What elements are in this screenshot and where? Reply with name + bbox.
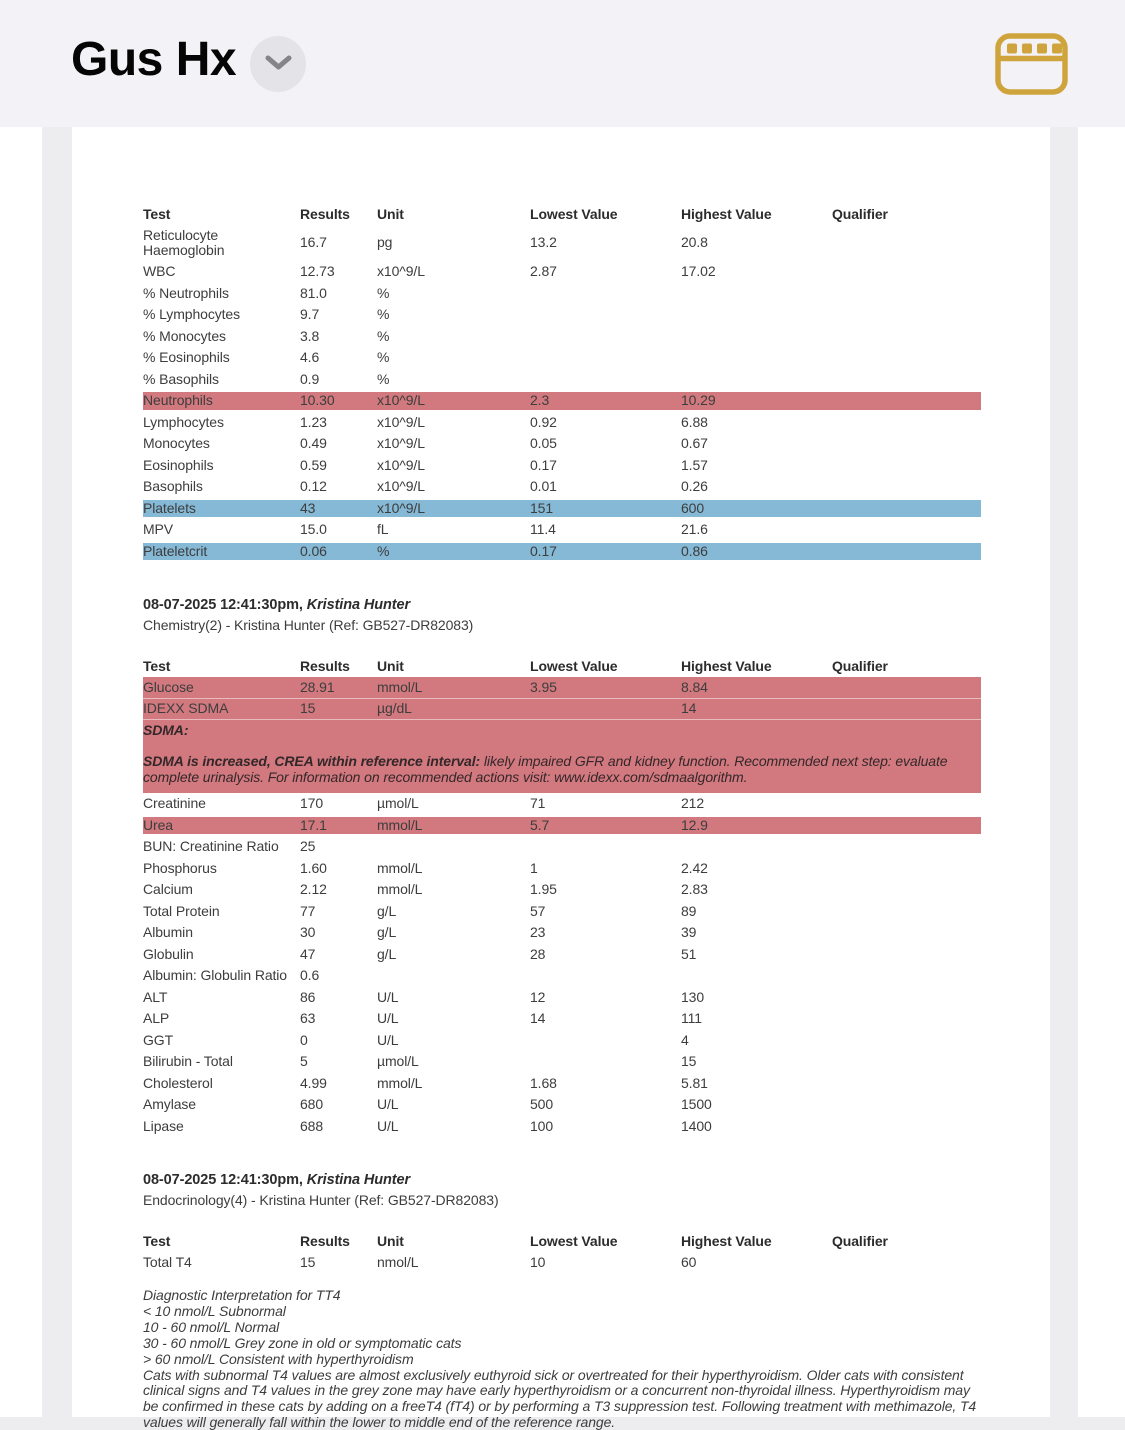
cell-test: % Basophils [143, 370, 219, 387]
table-row [143, 498, 981, 520]
cell-unit: g/L [377, 924, 397, 940]
table-row [143, 369, 981, 391]
cell-high: 1400 [681, 1117, 712, 1134]
cell-result: 5 [300, 1053, 308, 1069]
cell-result: 30 [300, 924, 316, 940]
cell-result: 43 [300, 499, 316, 516]
cell-low: 1.68 [530, 1074, 557, 1091]
t4-note-line: 30 - 60 nmol/L Grey zone in old or symptomatic cats [143, 1335, 462, 1352]
table-row [143, 1252, 981, 1274]
cell-unit: % [377, 370, 390, 387]
table-row [143, 793, 981, 815]
cell-result: 16.7 [300, 234, 327, 251]
table-row [143, 836, 981, 858]
table-row [143, 815, 981, 837]
cell-low: 151 [530, 499, 554, 516]
cell-test: Lymphocytes [143, 413, 224, 430]
table-row [143, 455, 981, 477]
table-header [143, 203, 981, 225]
cell-low: 1.95 [530, 881, 557, 897]
sdma-alert-block [143, 677, 981, 793]
t4-note-line: < 10 nmol/L Subnormal [143, 1302, 286, 1319]
t4-note-line: 10 - 60 nmol/L Normal [143, 1318, 280, 1335]
next-page-sliver[interactable] [1078, 127, 1125, 1417]
table-row [143, 283, 981, 305]
cell-result: 15 [300, 700, 316, 716]
cell-test: Albumin [143, 924, 193, 940]
cell-test: Phosphorus [143, 859, 217, 876]
cell-unit: fL [377, 521, 389, 537]
cell-test: % Lymphocytes [143, 306, 241, 322]
cell-test: Basophils [143, 478, 203, 494]
cell-result: 10.30 [300, 392, 335, 408]
col-qualifier: Qualifier [832, 658, 888, 674]
t4-note-line: > 60 nmol/L Consistent with hyperthyroidism [143, 1351, 414, 1368]
document-page[interactable] [72, 127, 1050, 1430]
table-row [143, 412, 981, 434]
table-row [143, 433, 981, 455]
cell-result: 47 [300, 945, 316, 962]
table-row [143, 879, 981, 901]
page-thumbnails-icon [995, 83, 1068, 98]
cell-test: % Monocytes [143, 327, 226, 344]
cell-unit: µmol/L [377, 1053, 419, 1069]
table-row [143, 1073, 981, 1095]
col-results: Results [300, 658, 350, 674]
top-bar [0, 0, 1125, 127]
cell-low: 0.05 [530, 435, 557, 451]
chevron-down-icon [265, 55, 292, 73]
col-qualifier: Qualifier [832, 1233, 888, 1249]
cell-low: 10 [530, 1254, 546, 1270]
cell-low: 2.87 [530, 263, 557, 279]
cell-result: 4.6 [300, 349, 320, 365]
cell-unit: pg [377, 234, 393, 251]
table-row [143, 326, 981, 348]
cell-unit: x10^9/L [377, 392, 425, 408]
cell-high: 0.26 [681, 478, 708, 494]
cell-unit: µmol/L [377, 795, 419, 811]
cell-test: IDEXX SDMA [143, 700, 229, 716]
col-test: Test [143, 658, 171, 674]
table-row [143, 519, 981, 541]
col-unit: Unit [377, 1233, 404, 1249]
cell-unit: mmol/L [377, 859, 423, 876]
cell-unit: U/L [377, 1031, 399, 1048]
cell-result: 4.99 [300, 1074, 327, 1091]
table-row [143, 225, 981, 261]
cell-high: 6.88 [681, 413, 708, 430]
table-row [143, 1094, 981, 1116]
cell-low: 57 [530, 902, 546, 919]
timestamp-text: 08-07-2025 12:41:30pm, [143, 597, 303, 613]
cell-result: 0 [300, 1031, 308, 1048]
cell-high: 60 [681, 1254, 697, 1270]
cell-low: 71 [530, 795, 546, 811]
cell-result: 86 [300, 988, 316, 1005]
section-subtitle: Chemistry(2) - Kristina Hunter (Ref: GB527-DR82083) [143, 617, 474, 633]
col-test: Test [143, 206, 171, 222]
cell-high: 130 [681, 988, 705, 1005]
table-row [143, 476, 981, 498]
col-highest: Highest Value [681, 658, 772, 674]
table-row [143, 1030, 981, 1052]
flagged-rows [143, 677, 981, 720]
col-unit: Unit [377, 658, 404, 674]
table-row [143, 858, 981, 880]
section-timestamp [143, 1172, 1050, 1188]
cell-unit: mmol/L [377, 1074, 423, 1091]
cell-high: 1500 [681, 1096, 712, 1112]
cell-high: 0.86 [681, 542, 708, 559]
cell-test: ALT [143, 988, 168, 1005]
cell-result: 17.1 [300, 816, 327, 833]
cell-high: 12.9 [681, 816, 708, 833]
cell-high: 14 [681, 700, 697, 716]
cell-unit: % [377, 349, 390, 365]
cell-unit: % [377, 284, 390, 301]
cell-test: Reticulocyte Haemoglobin [143, 226, 225, 258]
cell-unit: nmol/L [377, 1254, 419, 1270]
cell-result: 0.06 [300, 542, 327, 559]
cell-test: % Eosinophils [143, 349, 230, 365]
cell-result: 3.8 [300, 327, 320, 344]
col-qualifier: Qualifier [832, 206, 888, 222]
cell-low: 13.2 [530, 234, 557, 251]
t4-interpretation-notes [143, 1287, 1050, 1368]
col-unit: Unit [377, 206, 404, 222]
cell-test: BUN: Creatinine Ratio [143, 838, 279, 854]
table-row [143, 987, 981, 1009]
cell-test: Urea [143, 816, 173, 833]
t4-note-line: Diagnostic Interpretation for TT4 [143, 1286, 341, 1303]
cell-result: 0.59 [300, 456, 327, 473]
cell-low: 14 [530, 1010, 546, 1026]
cell-result: 0.49 [300, 435, 327, 451]
cell-unit: x10^9/L [377, 499, 425, 516]
cell-unit: U/L [377, 1096, 399, 1112]
page-thumbnails-button[interactable] [995, 33, 1068, 95]
cell-result: 15 [300, 1254, 316, 1270]
cell-test: MPV [143, 521, 174, 537]
cell-low: 0.92 [530, 413, 557, 430]
col-results: Results [300, 206, 350, 222]
cell-low: 1 [530, 859, 538, 876]
cell-unit: x10^9/L [377, 435, 425, 451]
section-timestamp [143, 597, 1050, 613]
cell-result: 1.23 [300, 413, 327, 430]
table-row [143, 699, 981, 721]
col-lowest: Lowest Value [530, 658, 618, 674]
sdma-note-bold: SDMA is increased, CREA within reference interval: [143, 753, 481, 769]
timestamp-text: 08-07-2025 12:41:30pm, [143, 1172, 303, 1188]
col-lowest: Lowest Value [530, 206, 618, 222]
table-row [143, 1051, 981, 1073]
cell-unit: U/L [377, 1010, 399, 1026]
cell-test: Total T4 [143, 1254, 192, 1270]
table-row [143, 901, 981, 923]
sdma-label: SDMA: [143, 722, 189, 738]
col-results: Results [300, 1233, 350, 1249]
cell-test: Amylase [143, 1096, 196, 1112]
t4-interpretation-paragraph: Cats with subnormal T4 values are almost exclusively euthyroid sick or overtreated for their hyperthyroidism. Older cats with consistent clinical signs and T4 values in the grey zone may have early hyperthyroidism or a concurrent non-thyroidal illness. Hyperthyroidism may be confirmed in these cats by adding on a freeT4 (fT4) or by performing a T3 suppression test. Following treatment with methimazole, T4 values will generally fall within the lower to middle end of the reference range. [143, 1366, 977, 1430]
cell-high: 20.8 [681, 234, 708, 251]
cell-test: Eosinophils [143, 456, 214, 473]
cell-unit: x10^9/L [377, 456, 425, 473]
cell-result: 25 [300, 838, 316, 854]
cell-result: 680 [300, 1096, 324, 1112]
sdma-note [143, 740, 981, 787]
endocrinology-table [143, 1252, 1050, 1274]
cell-test: Globulin [143, 945, 194, 962]
cell-high: 2.83 [681, 881, 708, 897]
cell-low: 5.7 [530, 816, 550, 833]
cell-high: 111 [681, 1010, 702, 1026]
col-highest: Highest Value [681, 206, 772, 222]
cell-low: 0.17 [530, 456, 557, 473]
col-test: Test [143, 1233, 171, 1249]
table-row [143, 922, 981, 944]
cell-test: Albumin: Globulin Ratio [143, 967, 287, 983]
cell-high: 21.6 [681, 521, 708, 537]
col-lowest: Lowest Value [530, 1233, 618, 1249]
cell-test: Glucose [143, 678, 194, 695]
cell-result: 1.60 [300, 859, 327, 876]
table-row [143, 944, 981, 966]
table-row [143, 304, 981, 326]
cell-low: 12 [530, 988, 546, 1005]
author-text: Kristina Hunter [306, 1172, 411, 1188]
cell-low: 28 [530, 945, 546, 962]
cell-result: 0.9 [300, 370, 320, 387]
cell-test: Neutrophils [143, 392, 213, 408]
cell-high: 8.84 [681, 678, 708, 695]
cell-test: Creatinine [143, 795, 206, 811]
cell-unit: g/L [377, 945, 397, 962]
cell-low: 500 [530, 1096, 554, 1112]
cell-high: 39 [681, 924, 697, 940]
chemistry-table [143, 793, 1050, 1137]
previous-page-sliver[interactable] [0, 127, 42, 1417]
cell-low: 2.3 [530, 392, 550, 408]
author-text: Kristina Hunter [306, 597, 411, 613]
table-row [143, 261, 981, 283]
cell-high: 5.81 [681, 1074, 708, 1091]
cell-result: 688 [300, 1117, 324, 1134]
cell-unit: % [377, 542, 390, 559]
table-header [143, 1230, 981, 1252]
sdma-note-rest: likely impaired GFR and kidney function. Recommended next step: evaluate complete urinalysis. For information on recommended actions visit: www.idexx.com/sdmaalgorithm. [143, 753, 948, 785]
section-header-endocrinology [143, 1172, 1050, 1208]
cell-high: 4 [681, 1031, 689, 1048]
cell-test: Bilirubin - Total [143, 1053, 233, 1069]
cell-unit: U/L [377, 1117, 399, 1134]
cell-high: 1.57 [681, 456, 708, 473]
cell-result: 15.0 [300, 521, 327, 537]
cell-unit: % [377, 327, 390, 344]
cell-test: ALP [143, 1010, 170, 1026]
cell-test: Total Protein [143, 902, 220, 919]
cell-high: 15 [681, 1053, 697, 1069]
cell-high: 10.29 [681, 392, 716, 408]
cell-high: 2.42 [681, 859, 708, 876]
cell-result: 0.6 [300, 967, 320, 983]
cell-unit: µg/dL [377, 700, 412, 716]
cell-test: WBC [143, 263, 176, 279]
cell-unit: U/L [377, 988, 399, 1005]
col-highest: Highest Value [681, 1233, 772, 1249]
table-row [143, 677, 981, 699]
table-row [143, 541, 981, 563]
cell-test: Monocytes [143, 435, 210, 451]
page-title: Gus Hx [71, 33, 237, 86]
cell-test: Cholesterol [143, 1074, 213, 1091]
cell-test: Lipase [143, 1117, 184, 1134]
cell-unit: % [377, 306, 390, 322]
cell-unit: mmol/L [377, 816, 423, 833]
cell-unit: mmol/L [377, 678, 423, 695]
table-row [143, 347, 981, 369]
cell-unit: g/L [377, 902, 397, 919]
cell-result: 28.91 [300, 678, 335, 695]
table-row [143, 1008, 981, 1030]
cell-result: 12.73 [300, 263, 335, 279]
cell-result: 9.7 [300, 306, 320, 322]
section-header-chemistry [143, 597, 1050, 633]
cell-test: GGT [143, 1031, 174, 1048]
table-row [143, 1116, 981, 1138]
cell-test: % Neutrophils [143, 284, 229, 301]
cell-test: Platelets [143, 499, 196, 516]
table-header [143, 655, 981, 677]
title-dropdown-button[interactable] [250, 36, 306, 92]
cell-result: 77 [300, 902, 316, 919]
cell-unit: x10^9/L [377, 263, 425, 279]
cell-high: 89 [681, 902, 697, 919]
hematology-table [143, 225, 1050, 562]
cell-result: 0.12 [300, 478, 327, 494]
cell-unit: x10^9/L [377, 413, 425, 430]
cell-low: 23 [530, 924, 546, 940]
cell-low: 0.01 [530, 478, 557, 494]
table-row [143, 390, 981, 412]
cell-result: 170 [300, 795, 324, 811]
cell-low: 100 [530, 1117, 554, 1134]
cell-high: 51 [681, 945, 697, 962]
cell-result: 2.12 [300, 881, 327, 897]
cell-low: 11.4 [530, 521, 556, 537]
cell-unit: x10^9/L [377, 478, 425, 494]
lab-report [72, 127, 1050, 1430]
cell-high: 0.67 [681, 435, 708, 451]
table-row [143, 965, 981, 987]
cell-low: 0.17 [530, 542, 557, 559]
cell-result: 81.0 [300, 284, 327, 301]
cell-high: 600 [681, 499, 705, 516]
section-subtitle: Endocrinology(4) - Kristina Hunter (Ref: GB527-DR82083) [143, 1192, 499, 1208]
cell-result: 63 [300, 1010, 316, 1026]
cell-low: 3.95 [530, 678, 557, 695]
cell-high: 17.02 [681, 263, 716, 279]
cell-test: Plateletcrit [143, 542, 208, 559]
cell-unit: mmol/L [377, 881, 423, 897]
cell-high: 212 [681, 795, 705, 811]
cell-test: Calcium [143, 881, 193, 897]
